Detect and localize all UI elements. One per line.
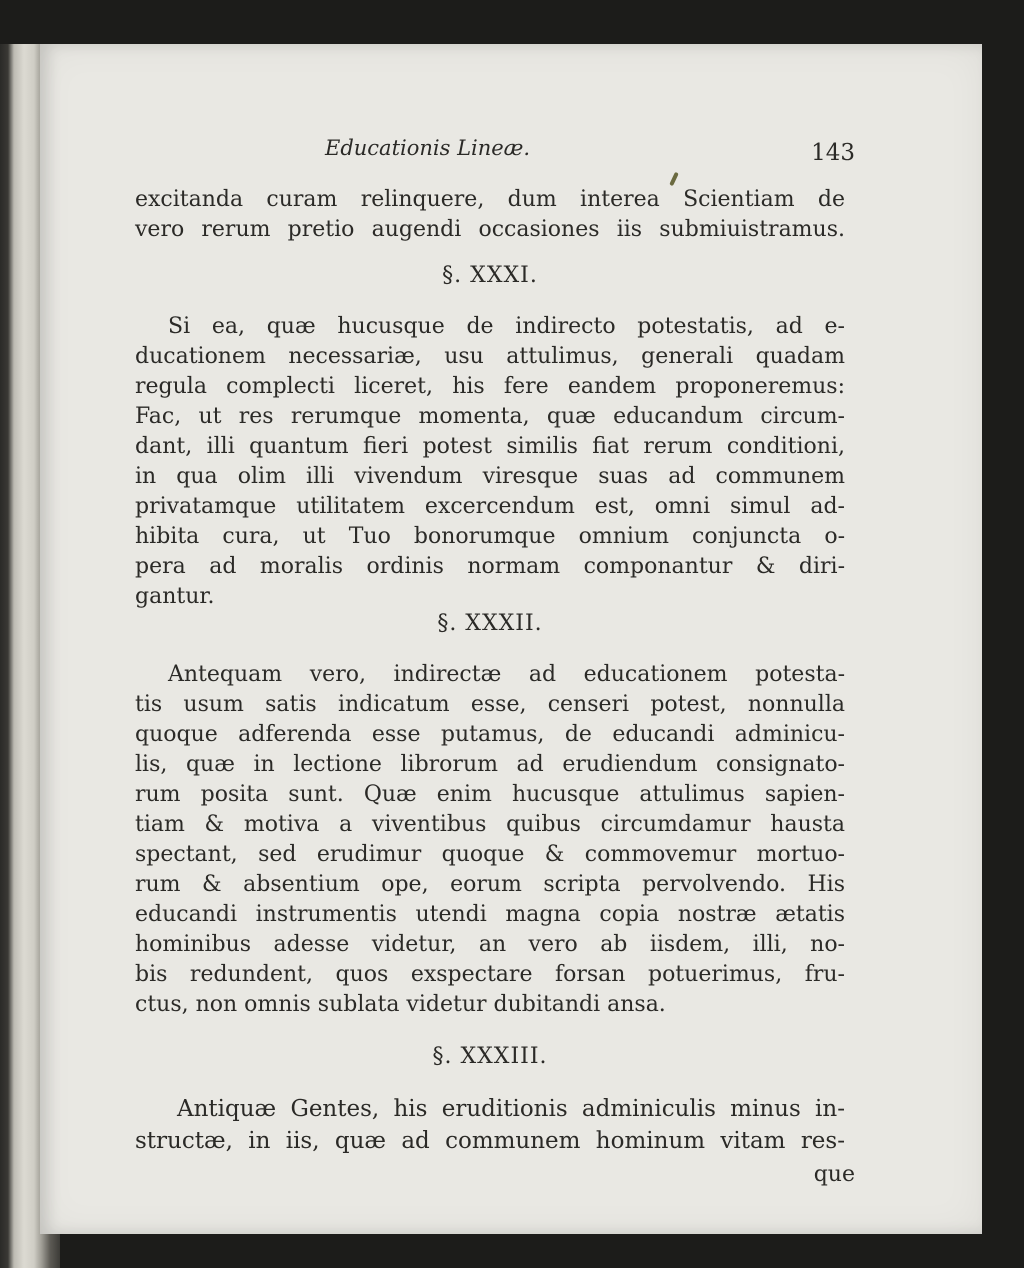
text-line: pera ad moralis ordinis normam componantur & diri- (135, 554, 845, 579)
text-line: tiam & motiva a viventibus quibus circumdamur hausta (135, 812, 845, 837)
text-line: regula complecti liceret, his fere eandem proponeremus: (135, 374, 845, 399)
text-line: in qua olim illi vivendum viresque suas ad communem (135, 464, 845, 489)
running-title: Educationis Lineæ. (325, 136, 531, 160)
text-line: ducationem necessariæ, usu attulimus, generali quadam (135, 344, 845, 369)
text-line: privatamque utilitatem excercendum est, omni simul ad- (135, 494, 845, 519)
section-heading-31: §. XXXI. (442, 263, 538, 288)
text-line: quoque adferenda esse putamus, de educandi adminicu- (135, 722, 845, 747)
text-line: lis, quæ in lectione librorum ad erudiendum consignato- (135, 752, 845, 777)
text-line: dant, illi quantum fieri potest similis fiat rerum conditioni, (135, 434, 845, 459)
page-header (135, 132, 855, 172)
section-heading-33: §. XXXIII. (432, 1044, 548, 1069)
text-line: hibita cura, ut Tuo bonorumque omnium conjuncta o- (135, 524, 845, 549)
text-line: tis usum satis indicatum esse, censeri potest, nonnulla (135, 692, 845, 717)
text-line: Fac, ut res rerumque momenta, quæ educandum circum- (135, 404, 845, 429)
text-line: gantur. (135, 584, 215, 609)
text-line: rum posita sunt. Quæ enim hucusque attulimus sapien- (135, 782, 845, 807)
text-line: hominibus adesse videtur, an vero ab iisdem, illi, no- (135, 932, 845, 957)
text-line: vero rerum pretio augendi occasiones iis submiuistramus. (135, 217, 845, 242)
binding-shadow (0, 0, 60, 44)
page-number: 143 (811, 140, 855, 166)
text-line: Antequam vero, indirectæ ad educationem potesta- (168, 662, 845, 687)
text-line: rum & absentium ope, eorum scripta pervolvendo. His (135, 872, 845, 897)
text-line: educandi instrumentis utendi magna copia nostræ ætatis (135, 902, 845, 927)
book-page (40, 44, 982, 1234)
text-line: excitanda curam relinquere, dum interea Scientiam de (135, 187, 845, 212)
text-line: Si ea, quæ hucusque de indirecto potestatis, ad e- (168, 314, 845, 339)
text-line: Antiquæ Gentes, his eruditionis adminiculis minus in- (177, 1096, 845, 1122)
text-line: ctus, non omnis sublata videtur dubitandi ansa. (135, 992, 666, 1017)
catchword: que (813, 1162, 855, 1187)
section-heading-32: §. XXXII. (437, 611, 543, 636)
text-line: bis redundent, quos exspectare forsan potuerimus, fru- (135, 962, 845, 987)
text-line: spectant, sed erudimur quoque & commovemur mortuo- (135, 842, 845, 867)
text-line: structæ, in iis, quæ ad communem hominum vitam res- (135, 1128, 845, 1154)
